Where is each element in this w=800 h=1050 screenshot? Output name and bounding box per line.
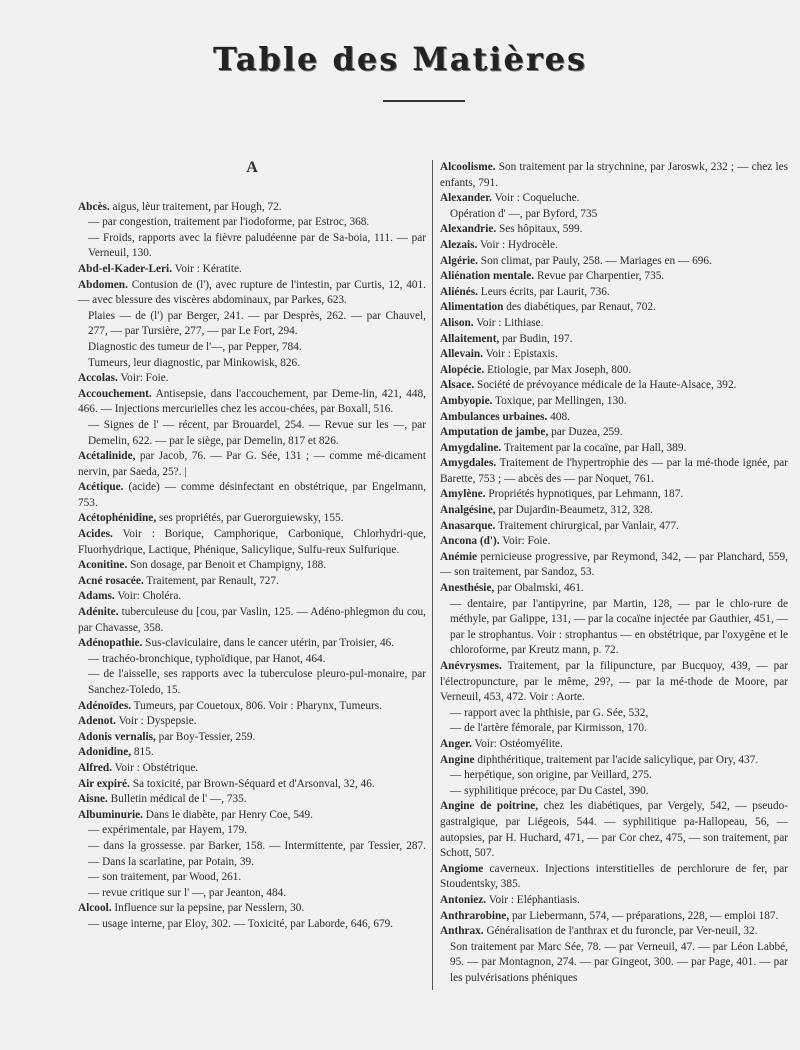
entry-headword: Algérie. (440, 254, 478, 267)
index-entry (440, 893, 788, 909)
entry-headword: Antoniez. (440, 893, 487, 906)
entry-headword: Adonidine, (78, 746, 132, 759)
entry-text: pernicieuse progressive, par Reymond, 342, — par Planchard, 559, — son traitement, par Sandoz, 53. (440, 550, 788, 579)
entry-text: Son traitement par la strychnine, par Jaroswk, 232 ; — chez les enfants, 791. (440, 161, 789, 189)
entry-text: Son dosage, par Benoit et Champigny, 188. (130, 559, 327, 572)
column-divider (432, 160, 433, 990)
index-entry (78, 527, 426, 558)
entry-headword: Angiome (440, 862, 484, 875)
index-entry (440, 285, 788, 301)
entry-headword: Abcès. (78, 200, 110, 213)
entry-text: ses propriétés, par Guerorguiewsky, 155. (158, 512, 344, 525)
entry-headword: Anévrysmes. (440, 660, 502, 672)
index-entry (440, 753, 788, 800)
entry-headword: Anthrax. (440, 925, 484, 938)
entry-text: par Jacob, 76. — Par G. Sée, 131 ; — comme mé-dicament nervin, par Saeda, 25?. | (78, 450, 426, 478)
index-entry (440, 363, 788, 379)
entry-headword: Acné rosacée. (78, 574, 144, 587)
entry-text: Opération d' —, par Byford, 735 (450, 207, 598, 220)
index-entry (440, 332, 788, 348)
index-entry (440, 737, 788, 753)
entry-headword: Analgésine, (440, 504, 496, 517)
entry-text: — par congestion, traitement par l'iodoforme, par Estroc, 368. (88, 216, 370, 229)
entry-headword: Alimentation (440, 301, 504, 314)
entry-text: Dans le diabète, par Henry Coe, 549. (145, 808, 313, 821)
entry-headword: Accouchement. (78, 387, 152, 400)
entry-headword: Amygdales. (440, 457, 497, 470)
entry-text: — de l'artère fémorale, par Kirmisson, 170. (450, 722, 647, 735)
index-entry (78, 371, 426, 387)
entry-headword: Alsace. (440, 379, 475, 392)
entry-headword: Acétophénidine, (78, 512, 157, 525)
left-column (78, 160, 426, 933)
index-entry (78, 792, 426, 808)
entry-headword: Alcoolisme. (440, 161, 496, 173)
entry-headword: Allevain. (440, 348, 483, 361)
entry-text: — son traitement, par Wood, 261. (88, 871, 242, 884)
entry-headword: Alfred. (78, 761, 112, 774)
entry-text: par Boy-Tessier, 259. (158, 730, 256, 743)
entry-headword: Ambyopie. (440, 394, 493, 407)
entry-text: Voir : Epistaxis. (485, 348, 558, 361)
index-entry (440, 254, 788, 270)
entry-text: Ses hôpitaux, 599. (499, 223, 583, 236)
entry-headword: Acides. (78, 528, 113, 541)
section-letter: A (246, 159, 258, 176)
index-entry (78, 480, 426, 511)
entry-headword: Anger. (440, 737, 472, 750)
entry-headword: Abdomen. (78, 278, 128, 291)
entry-headword: Air expiré. (78, 777, 130, 790)
entry-text: des diabétiques, par Renaut, 702. (506, 301, 656, 314)
entry-headword: Allaitement, (440, 332, 500, 345)
entry-text: Antisepsie, dans l'accouchement, par Deme-lin, 421, 448, 466. — Injections mercurielles chez les accou-chées, par Boxall, 516. (78, 387, 426, 416)
entry-headword: Accolas. (78, 372, 118, 385)
entry-text: par Dujardin-Beaumetz, 312, 328. (498, 504, 653, 517)
entry-text: par Obalmski, 461. (497, 582, 584, 595)
index-entry (440, 503, 788, 519)
entry-text: Etiologie, par Max Joseph, 800. (487, 363, 632, 376)
entry-text: Voir: Choléra. (117, 590, 182, 603)
index-entry (440, 410, 788, 426)
entry-text: aigus, lèur traitement, par Hough, 72. (112, 200, 282, 213)
entry-text: Influence sur la pepsine, par Nesslern, 30. (114, 902, 305, 915)
index-entry (78, 574, 426, 590)
entry-text: Voir : Hydrocèle. (479, 238, 558, 251)
index-entry (78, 636, 426, 698)
index-entry (440, 581, 788, 659)
entry-text: Revue par Charpentier, 735. (536, 270, 665, 283)
entry-text: (acide) — comme désinfectant en obstétrique, par Engelmann, 753. (78, 481, 426, 509)
left-entries (78, 200, 426, 933)
entry-text: — herpétique, son origine, par Veillard, 275. (450, 769, 652, 782)
entry-headword: Aliénés. (440, 285, 478, 298)
entry-text: Traitement chirurgical, par Vanlair, 477. (497, 519, 679, 532)
entry-headword: Amputation de jambe, (440, 426, 549, 439)
entry-headword: Adénite. (78, 606, 119, 619)
index-entry (440, 269, 788, 285)
index-entry (440, 425, 788, 441)
entry-text: par Budin, 197. (502, 332, 573, 345)
entry-headword: Angine de poitrine, (440, 800, 539, 813)
index-entry (78, 730, 426, 746)
entry-headword: Aisne. (78, 793, 108, 806)
entry-headword: Adams. (78, 590, 115, 603)
entry-headword: Aliénation mentale. (440, 270, 535, 283)
entry-text: Voir : Eléphantiasis. (488, 893, 580, 906)
entry-text: Voir : Coqueluche. (494, 192, 580, 205)
index-entry (78, 714, 426, 730)
entry-headword: Alezais. (440, 238, 478, 251)
entry-headword: Amylène. (440, 488, 486, 501)
entry-text: Société de prévoyance médicale de la Haute-Alsace, 392. (477, 379, 737, 392)
entry-headword: Anémie (440, 550, 478, 563)
entry-text: — dans la grossesse. par Barker, 158. — Intermittente, par Tessier, 287. — Dans la scarlatine, par Potain, 39. (88, 839, 426, 868)
entry-text: Toxique, par Mellingen, 130. (495, 394, 627, 407)
entry-text: Propriétés hypnotiques, par Lehmann, 187. (488, 488, 684, 501)
index-entry (440, 659, 788, 737)
entry-text: Voir : Obstétrique. (114, 761, 199, 774)
index-entry (78, 777, 426, 793)
entry-text: — de l'aisselle, ses rapports avec la tuberculose pleuro-pul-monaire, par Sanchez-Toledo, 15. (88, 668, 426, 696)
entry-headword: Alopécie. (440, 363, 485, 376)
entry-text: Contusion de (l'), avec rupture de l'intestin, par Curtis, 12, 401. — avec blessure des viscères abdominaux, par Parkes, 623. (78, 278, 427, 307)
entry-text: chez les diabétiques, par Vergely, 542, — pseudo-gastralgique, par Liégeois, 544. — syphilitique pa-Hallopeau, 56, — autopsies, par H. Huchard, 471, — par Cor chez, 475, — son traitement, par Schott, 507. (440, 800, 789, 860)
entry-text: tuberculeuse du [cou, par Vaslin, 125. — Adéno-phlegmon du cou, par Chavasse, 358. (78, 606, 427, 634)
entry-text: Voir : Borique, Camphorique, Carbonique, Chlorhydri-que, Fluorhydrique, Lactique, Phénique, Salicylique, Sulfu-reux Sulfurique. (78, 528, 426, 556)
entry-text: Diagnostic des tumeur de l'—, par Pepper, 784. (88, 340, 302, 353)
index-entry (440, 394, 788, 410)
entry-text: Voir : Kératite. (174, 262, 242, 275)
index-entry (440, 347, 788, 363)
entry-text: Traitement, par Renault, 727. (146, 574, 279, 587)
entry-headword: Alexander. (440, 192, 492, 205)
entry-text: Voir: Foie. (120, 372, 169, 385)
index-entry (440, 519, 788, 535)
entry-headword: Adenot. (78, 715, 116, 728)
right-entries (440, 160, 788, 986)
page-title: Table des Matières (212, 40, 588, 78)
index-entry (440, 222, 788, 238)
index-entry (78, 449, 426, 480)
entry-text: 408. (550, 410, 570, 423)
entry-text: Bulletin médical de l' —, 735. (110, 793, 247, 806)
index-entry (78, 808, 426, 902)
entry-headword: Albuminurie. (78, 808, 143, 821)
index-entry (78, 200, 426, 262)
index-entry (440, 862, 788, 893)
entry-headword: Ambulances urbaines. (440, 410, 548, 423)
index-entry (78, 262, 426, 278)
entry-text: — Signes de l' — récent, par Brouardel, 254. — Revue sur les —, par Demelin, 622. — par le siège, par Demelin, 817 et 826. (88, 418, 426, 447)
entry-text: Son traitement par Marc Sée, 78. — par Verneuil, 47. — par Léon Labbé, 95. — par Montagnon, 274. — par Gingeot, 300. — par Page, 401. — par les pulvérisations phéniques (450, 940, 788, 984)
entry-text: Voir: Foie. (502, 535, 551, 548)
index-entry (78, 761, 426, 777)
title-rule (383, 100, 465, 102)
index-entry (78, 699, 426, 715)
index-entry (440, 487, 788, 503)
index-entry (78, 901, 426, 932)
entry-text: Sa toxicité, par Brown-Séquard et d'Arsonval, 32, 46. (132, 777, 375, 790)
entry-text: Tumeurs, par Couetoux, 806. Voir : Pharynx, Tumeurs. (133, 699, 383, 712)
index-entry (78, 589, 426, 605)
entry-text: Traitement de l'hypertrophie des — par la mé-thode ignée, par Barette, 753 ; — abcès des — par Noquet, 761. (440, 457, 788, 485)
entry-text: — Froids, rapports avec la fièvre paludéenne par de Sa-boia, 111. — par Verneuil, 130. (88, 231, 426, 260)
entry-text: — expérimentale, par Hayem, 179. (88, 824, 248, 837)
entry-text: diphthéritique, traitement par l'acide salicylique, par Ory, 437. (477, 753, 759, 766)
entry-text: — syphilitique précoce, par Du Castel, 390. (450, 784, 649, 797)
entry-text: Tumeurs, leur diagnostic, par Minkowisk, 826. (88, 356, 301, 369)
index-entry (78, 558, 426, 574)
entry-headword: Acétalinide, (78, 450, 136, 463)
index-entry (440, 909, 788, 925)
index-entry (78, 511, 426, 527)
entry-text: — rapport avec la phthisie, par G. Sée, 532, (450, 706, 649, 719)
entry-text: Généralisation de l'anthrax et du furoncle, par Ver-neuil, 32. (486, 925, 758, 938)
entry-headword: Amygdaline. (440, 441, 502, 454)
index-entry (440, 160, 788, 191)
entry-text: — usage interne, par Eloy, 302. — Toxicité, par Laborde, 646, 679. (88, 917, 394, 930)
index-entry (440, 441, 788, 457)
index-entry (78, 278, 426, 372)
entry-text: Leurs écrits, par Laurit, 736. (480, 285, 610, 298)
index-entry (440, 238, 788, 254)
entry-text: Traitement, par la filipuncture, par Bucquoy, 439, — par l'électropuncture, par le même, 29?, — par la mé-thode de Moore, par Verneuil, 453, 472. Voir : Aorte. (440, 660, 788, 704)
entry-headword: Abd-el-Kader-Leri. (78, 262, 173, 275)
index-entry (440, 924, 788, 986)
entry-text: — trachéo-bronchique, typhoïdique, par Hanot, 464. (88, 652, 326, 665)
entry-text: caverneux. Injections interstitielles de perchlorure de fer, par Stoudentsky, 385. (440, 862, 788, 891)
entry-text: Traitement par la cocaïne, par Hall, 389. (503, 441, 687, 454)
entry-headword: Anthrarobine, (440, 909, 510, 922)
entry-headword: Anesthésie, (440, 582, 495, 595)
entry-headword: Aconitine. (78, 559, 128, 572)
entry-text: 815. (133, 746, 154, 759)
index-entry (440, 534, 788, 550)
index-entry (440, 316, 788, 332)
index-entry (440, 378, 788, 394)
entry-headword: Alexandrie. (440, 223, 497, 236)
index-entry (78, 745, 426, 761)
entry-text: Sus-claviculaire, dans le cancer utérin, par Troisier, 46. (145, 637, 395, 650)
entry-text: Voir : Dyspepsie. (118, 715, 197, 728)
entry-headword: Adénoïdes. (78, 699, 132, 712)
entry-text: Voir : Lithiase. (476, 316, 544, 329)
index-entry (440, 799, 788, 861)
entry-headword: Anasarque. (440, 519, 496, 532)
entry-text: par Liebermann, 574, — préparations, 228, — emploi 187. (511, 909, 779, 922)
entry-headword: Angine (440, 753, 475, 766)
entry-text: par Duzea, 259. (551, 426, 623, 439)
index-entry (440, 550, 788, 581)
entry-headword: Adénopathie. (78, 637, 143, 650)
index-entry (440, 456, 788, 487)
entry-headword: Alcool. (78, 902, 112, 915)
right-column (440, 160, 788, 986)
entry-text: Son climat, par Pauly, 258. — Mariages en — 696. (480, 254, 712, 267)
entry-text: Voir: Ostéomyélite. (474, 737, 563, 750)
entry-text: — dentaire, par l'antipyrine, par Martin, 128, — par le chlo-rure de méthyle, par Galippe, 131, — par la cocaïne injectée par Gauthier, 451, — par le strophantus. Voir : strophantus — en obstétrique, par l'oxygène et le chloroforme, par Kreutz mann, p. 72. (450, 597, 788, 657)
index-entry (78, 387, 426, 449)
entry-text: — revue critique sur l' —, par Jeanton, 484. (88, 886, 287, 899)
entry-text: Plaies — de (l') par Berger, 241. — par Desprès, 262. — par Chauvel, 277, — par Tursière, 277, — par Le Fort, 294. (88, 309, 426, 338)
index-entry (440, 191, 788, 222)
entry-headword: Acétique. (78, 481, 124, 494)
index-entry (78, 605, 426, 636)
entry-headword: Alison. (440, 316, 474, 329)
entry-headword: Adonis vernalis, (78, 730, 156, 743)
index-entry (440, 300, 788, 316)
entry-headword: Ancona (d'). (440, 535, 500, 548)
